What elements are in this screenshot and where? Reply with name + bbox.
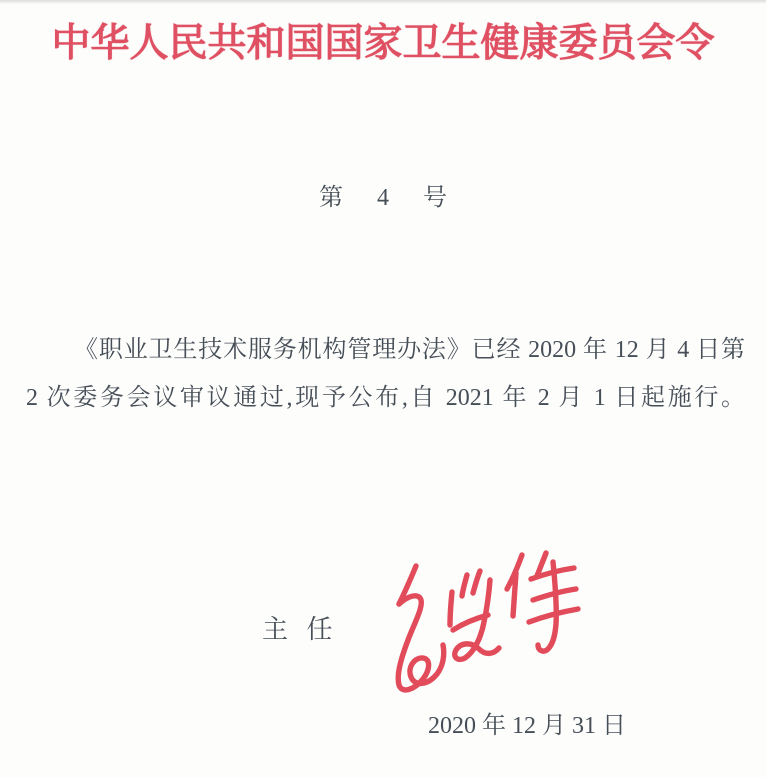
scan-top-edge (0, 0, 766, 4)
body-line-2: 2 次委务会议审议通过,现予公布,自 2021 年 2 月 1 日起施行。 (26, 385, 745, 411)
signature-handwriting-icon (390, 538, 590, 708)
order-number: 第 4 号 (319, 185, 447, 211)
decree-body (26, 326, 745, 422)
body-line-1: 《职业卫生技术服务机构管理办法》已经 2020 年 12 月 4 日第 (74, 337, 745, 363)
issue-date: 2020 年 12 月 31 日 (428, 713, 626, 739)
signer-title: 主 任 (262, 615, 333, 644)
document-title: 中华人民共和国国家卫生健康委员会令 (51, 22, 715, 65)
